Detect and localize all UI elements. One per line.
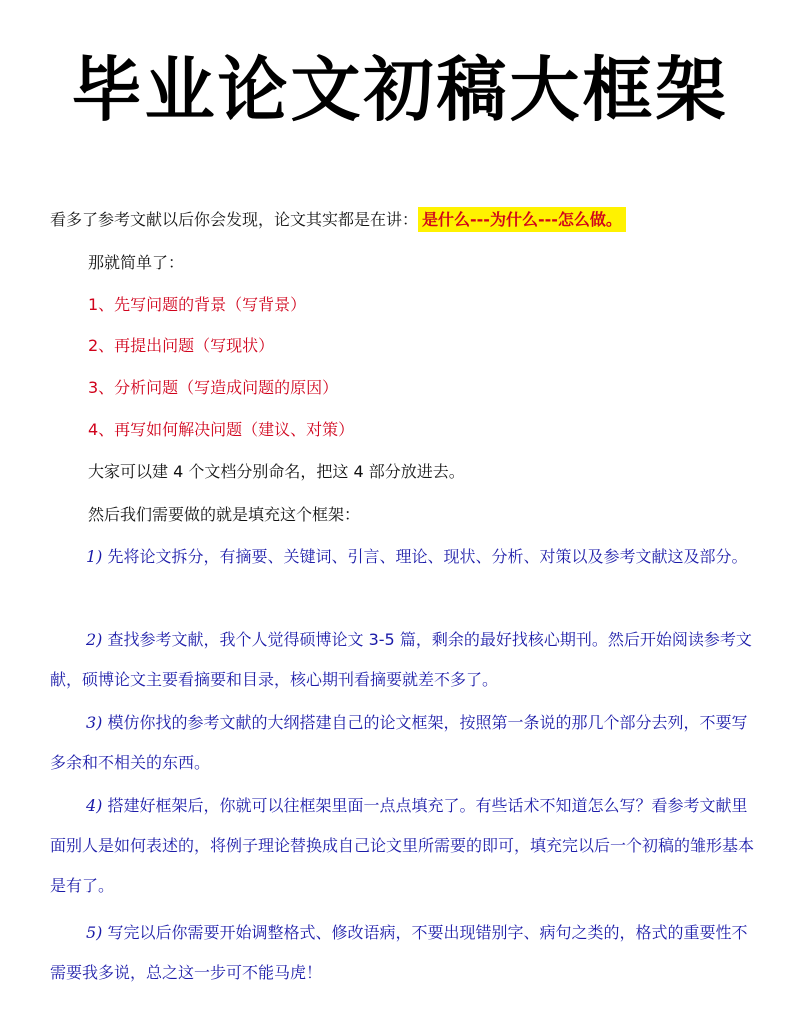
simple-line: 那就简单了： xyxy=(88,253,185,272)
paragraph-2 xyxy=(50,620,760,700)
paragraph-number: 3) xyxy=(86,713,103,732)
intro-text: 看多了参考文献以后你会发现，论文其实都是在讲： xyxy=(50,210,419,229)
step-item: 1、先写问题的背景（写背景） xyxy=(88,295,307,314)
paragraph-text: 搭建好框架后，你就可以往框架里面一点点填充了。有些话术不知道怎么写？看参考文献里面别人是如何表述的，将例子理论替换成自己论文里所需要的即可，填充完以后一个初稿的雏形基本是有了。 xyxy=(50,796,755,895)
fill-line: 然后我们需要做的就是填充这个框架： xyxy=(88,505,361,524)
paragraph-1 xyxy=(50,537,760,577)
intro-highlight: 是什么---为什么---怎么做。 xyxy=(418,207,626,232)
paragraph-text: 模仿你找的参考文献的大纲搭建自己的论文框架，按照第一条说的那几个部分去列，不要写多余和不相关的东西。 xyxy=(50,713,748,772)
paragraph-4 xyxy=(50,786,760,906)
paragraph-text: 查找参考文献，我个人觉得硕博论文 3-5 篇，剩余的最好找核心期刊。然后开始阅读参考文献，硕博论文主要看摘要和目录，核心期刊看摘要就差不多了。 xyxy=(50,630,752,689)
paragraph-number: 5) xyxy=(86,923,103,942)
paragraph-number: 2) xyxy=(86,630,103,649)
step-item: 4、再写如何解决问题（建议、对策） xyxy=(88,420,355,439)
paragraph-3 xyxy=(50,703,760,783)
step-item: 2、再提出问题（写现状） xyxy=(88,336,275,355)
intro-line xyxy=(50,207,626,233)
paragraph-5 xyxy=(50,913,760,993)
step-item: 3、分析问题（写造成问题的原因） xyxy=(88,378,339,397)
page-title: 毕业论文初稿大框架 xyxy=(71,48,729,131)
doc-line: 大家可以建 4 个文档分别命名，把这 4 部分放进去。 xyxy=(88,462,465,481)
paragraph-text: 写完以后你需要开始调整格式、修改语病，不要出现错别字、病句之类的，格式的重要性不需要我多说，总之这一步可不能马虎！ xyxy=(50,923,748,982)
paragraph-number: 1) xyxy=(86,547,103,566)
paragraph-text: 先将论文拆分，有摘要、关键词、引言、理论、现状、分析、对策以及参考文献这及部分。 xyxy=(107,547,748,566)
paragraph-number: 4) xyxy=(86,796,103,815)
